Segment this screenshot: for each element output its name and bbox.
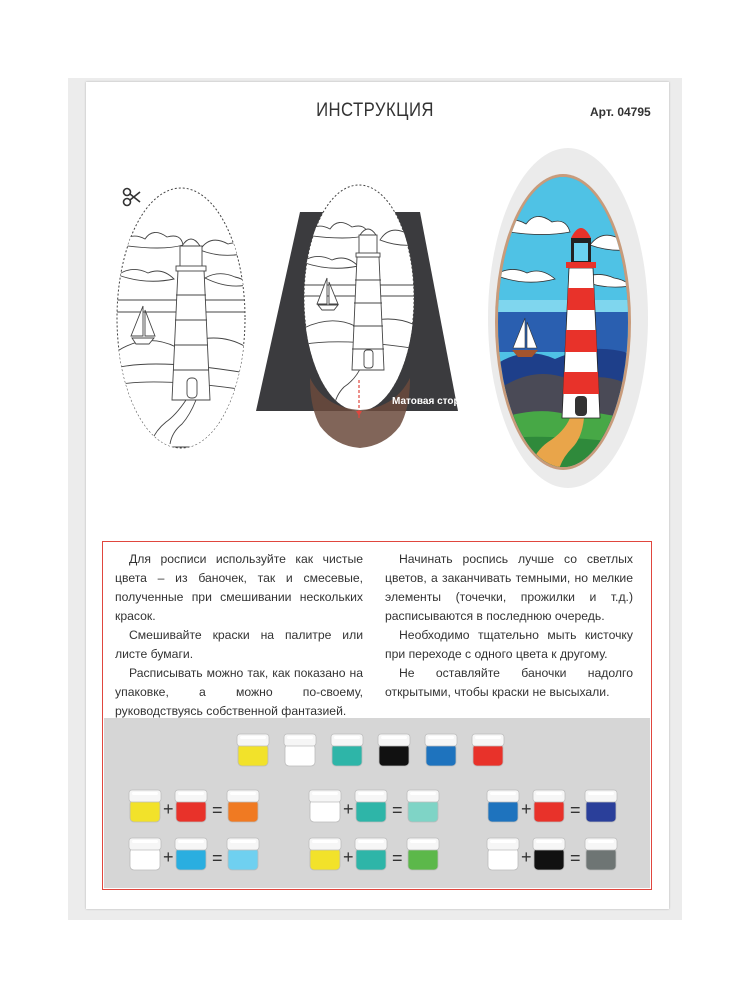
paint-jar-mix-result	[407, 838, 439, 870]
instruction-paragraph: Смешивайте краски на палитре или листе бумаги.	[115, 628, 363, 661]
paint-jar-mix-a	[487, 838, 519, 870]
paint-jar-mix-b	[533, 790, 565, 822]
paint-jars-graphic	[104, 718, 650, 888]
instruction-paragraph: Не оставляйте баночки надолго открытыми, чтобы краски не высыхали.	[385, 666, 633, 699]
paint-jar-mix-result	[585, 790, 617, 822]
paint-jar-mix-b	[355, 790, 387, 822]
instruction-paragraph: Начинать роспись лучше со светлых цветов, а заканчивать темными, но мелкие элементы (точечки, прожилки и т.д.) расписываются в последнюю очередь.	[385, 552, 633, 623]
paint-jar-mix-a	[129, 790, 161, 822]
scissors-icon	[124, 189, 141, 206]
paint-jar-mix-b	[355, 838, 387, 870]
paint-jar-mix-a	[309, 790, 341, 822]
equals-icon: =	[570, 800, 581, 820]
paint-jar-base	[331, 734, 363, 766]
paint-jar-mix-result	[585, 838, 617, 870]
paint-jar-mix-b	[533, 838, 565, 870]
paint-jar-base	[237, 734, 269, 766]
article-number: Арт. 04795	[590, 105, 651, 119]
paint-jar-mix-result	[227, 838, 259, 870]
instructions-left-column	[115, 550, 363, 721]
lighthouse-colored	[488, 148, 648, 488]
page-title: ИНСТРУКЦИЯ	[316, 100, 434, 121]
instruction-paragraph: Необходимо тщательно мыть кисточку при переходе с одного цвета к другому.	[385, 628, 633, 661]
paint-jar-base	[472, 734, 504, 766]
plus-icon: +	[343, 847, 354, 867]
instructions-box	[102, 541, 652, 890]
paint-jar-mix-a	[487, 790, 519, 822]
equals-icon: =	[212, 800, 223, 820]
equals-icon: =	[212, 848, 223, 868]
paint-jar-mix-a	[129, 838, 161, 870]
paint-jar-mix-result	[407, 790, 439, 822]
instruction-paragraph: Для росписи используйте как чистые цвета – из баночек, так и смесевые, полученные при смешивании нескольких красок.	[115, 552, 363, 623]
plus-icon: +	[163, 847, 174, 867]
paint-jar-mix-a	[309, 838, 341, 870]
plus-icon: +	[521, 847, 532, 867]
paint-jar-base	[284, 734, 316, 766]
matte-side-label: Матовая сторона	[392, 396, 478, 407]
lighthouse-on-stand	[256, 185, 458, 448]
lighthouse-outline	[116, 188, 247, 448]
plus-icon: +	[163, 799, 174, 819]
paint-jar-mix-result	[227, 790, 259, 822]
equals-icon: =	[570, 848, 581, 868]
instruction-paragraph: Расписывать можно так, как показано на упаковке, а можно по-своему, руководствуясь собственной фантазией.	[115, 666, 363, 718]
paint-jar-mix-b	[175, 790, 207, 822]
equals-icon: =	[392, 848, 403, 868]
equals-icon: =	[392, 800, 403, 820]
plus-icon: +	[521, 799, 532, 819]
color-mixing-palette	[104, 718, 650, 888]
instructions-right-column	[385, 550, 633, 702]
paint-jar-base	[378, 734, 410, 766]
paint-jar-base	[425, 734, 457, 766]
paint-jar-mix-b	[175, 838, 207, 870]
plus-icon: +	[343, 799, 354, 819]
